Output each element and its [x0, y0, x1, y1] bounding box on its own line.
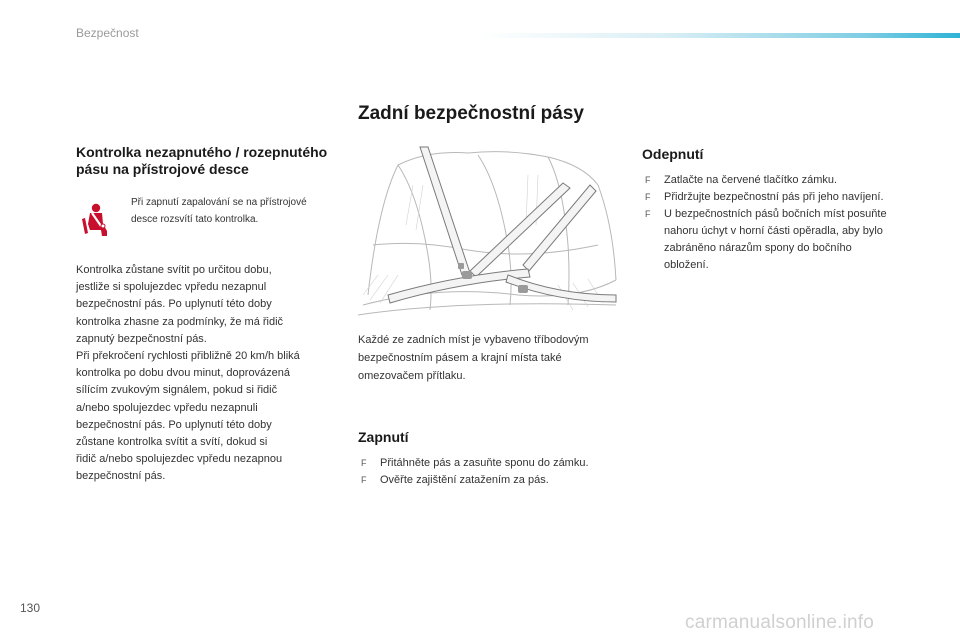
bullet-marker: F	[645, 175, 651, 185]
unfastening-steps	[642, 172, 892, 274]
watermark: carmanualsonline.info	[685, 612, 875, 633]
section-label: Bezpečnost	[76, 26, 139, 40]
list-item: F Ověřte zajištění zatažením za pás.	[358, 472, 628, 489]
bullet-marker: F	[361, 458, 367, 468]
list-item: F Zatlačte na červené tlačítko zámku.	[642, 172, 892, 189]
page-title: Zadní bezpečnostní pásy	[358, 103, 584, 124]
seatbelt-warning-icon	[76, 200, 131, 246]
fastening-heading: Zapnutí	[358, 429, 409, 445]
page-number: 130	[20, 601, 41, 615]
warning-lamp-section	[76, 144, 331, 486]
illustration-caption: Každé ze zadních míst je vybaveno tříbodovým bezpečnostním pásem a krajní místa také omezovačem přítlaku.	[358, 334, 589, 382]
bullet-marker: F	[645, 192, 651, 202]
bullet-marker: F	[645, 209, 651, 219]
warning-lamp-heading: Kontrolka nezapnutého / rozepnutého pásu na přístrojové desce	[76, 144, 328, 177]
rear-seat-belt-illustration	[358, 145, 620, 323]
bullet-marker: F	[361, 475, 367, 485]
fastening-steps	[358, 455, 628, 489]
list-item: F Přidržujte bezpečnostní pás při jeho navíjení.	[642, 189, 892, 206]
header-accent-bar	[480, 33, 960, 38]
unfastening-section	[642, 146, 892, 274]
warning-lamp-text: Při zapnutí zapalování se na přístrojové desce rozsvítí tato kontrolka.	[131, 197, 307, 225]
warning-lamp-body: Kontrolka zůstane svítit po určitou dobu, jestliže si spolujezdec vpředu nezapnul bezpečnostní pás. Po uplynutí této doby kontrolka zhasne za podmínky, že má řidič zapnutý bezpečnostní pás. Při překročení rychlosti přibližně 20 km/h bliká kontrolka po dobu dvou minut, doprovázená sílícím zvukovým signálem, pokud si řidič a/nebo spolujezdec vpředu nezapnuli bezpečnostní pás. Po uplynutí této doby zůstane kontrolka svítit a svítí, dokud si řidič a/nebo spolujezdec vpředu nezapnou bezpečnostní pás.	[76, 264, 300, 483]
unfastening-heading: Odepnutí	[642, 146, 704, 162]
list-item: F U bezpečnostních pásů bočních míst posuňte nahoru úchyt v horní části opěradla, aby bylo zabráněno nárazům spony do bočního obložení.	[645, 208, 887, 271]
list-item: F Přitáhněte pás a zasuňte sponu do zámku.	[358, 455, 628, 472]
fastening-section	[358, 429, 628, 489]
warning-lamp-row	[76, 194, 331, 246]
